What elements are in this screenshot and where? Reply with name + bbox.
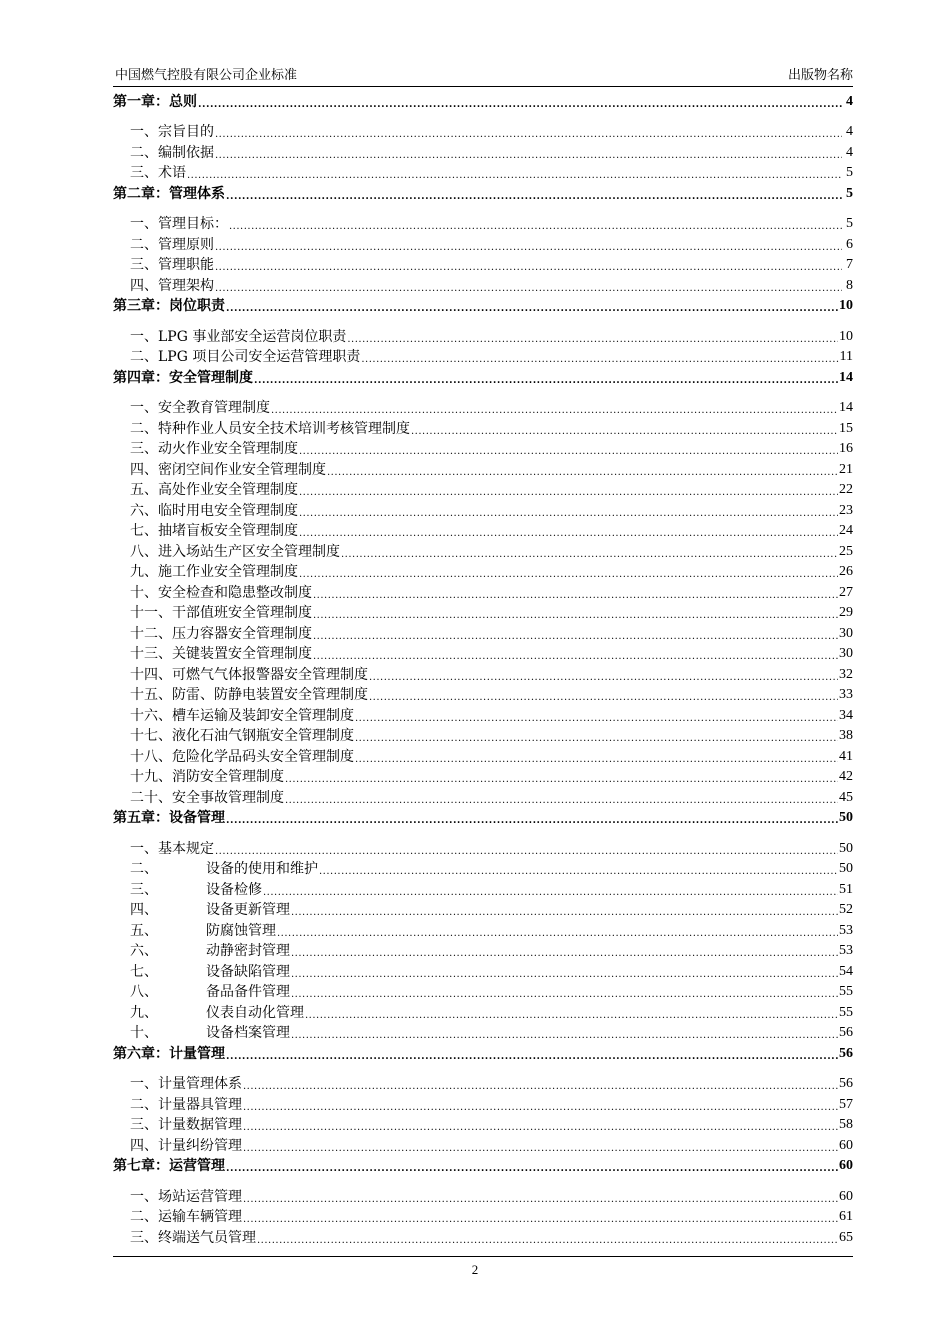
- toc-dot-leader: [299, 481, 838, 499]
- toc-dot-leader: [291, 942, 838, 960]
- toc-entry-title: [113, 881, 262, 899]
- toc-dot-leader: [369, 666, 838, 684]
- toc-page-number: 10: [839, 328, 853, 344]
- toc-section-entry[interactable]: [113, 479, 853, 500]
- toc-entry-title: 十七、液化石油气钢瓶安全管理制度: [130, 728, 354, 744]
- toc-chapter-entry[interactable]: [113, 1042, 853, 1063]
- toc-entry-title: 四、计量纠纷管理: [130, 1137, 242, 1154]
- toc-page-number: 60: [839, 1188, 853, 1204]
- toc-entry-text: 设备档案管理: [206, 1025, 290, 1041]
- table-of-contents: [113, 90, 853, 1247]
- toc-page-number: 30: [839, 646, 853, 661]
- toc-entry-number: 五、: [130, 922, 158, 939]
- toc-entry-number: 四、: [130, 902, 158, 918]
- toc-entry-number: 二、: [130, 861, 158, 877]
- toc-page-number: 7: [846, 257, 853, 272]
- toc-dot-leader: [369, 686, 838, 704]
- toc-page-number: 5: [846, 216, 853, 231]
- toc-entry-title: 六、临时用电安全管理制度: [130, 502, 298, 519]
- toc-section-entry[interactable]: [113, 878, 853, 899]
- toc-page-number: 51: [839, 881, 853, 897]
- toc-entry-title: 十一、干部值班安全管理制度: [130, 605, 312, 621]
- toc-chapter-entry[interactable]: [113, 90, 853, 111]
- toc-dot-leader: [411, 420, 838, 438]
- toc-page-number: 60: [839, 1158, 853, 1173]
- toc-section-entry[interactable]: [113, 438, 853, 459]
- toc-entry-title: [113, 922, 276, 940]
- toc-page-number: 38: [839, 728, 853, 743]
- toc-chapter-title: 第三章：岗位职责: [113, 298, 225, 314]
- toc-section-entry[interactable]: [113, 940, 853, 961]
- toc-entry-title: 十九、消防安全管理制度: [130, 769, 284, 785]
- toc-page-number: 4: [846, 93, 853, 109]
- toc-dot-leader: [277, 922, 838, 940]
- toc-entry-text: 设备缺陷管理: [206, 963, 290, 980]
- toc-page-number: 50: [839, 810, 853, 825]
- toc-dot-leader: [327, 461, 838, 479]
- toc-page-number: 61: [839, 1209, 853, 1224]
- toc-page-number: 14: [839, 369, 853, 385]
- toc-section-entry[interactable]: [113, 1001, 853, 1022]
- toc-entry-title: 二、LPG 项目公司安全运营管理职责: [130, 349, 361, 365]
- toc-dot-leader: [243, 1188, 838, 1206]
- toc-section-entry[interactable]: [113, 1093, 853, 1114]
- toc-section-entry[interactable]: [113, 766, 853, 787]
- toc-page-number: 34: [839, 707, 853, 723]
- toc-entry-title: 一、计量管理体系: [130, 1076, 242, 1092]
- toc-section-entry[interactable]: [113, 121, 853, 142]
- toc-dot-leader: [313, 625, 838, 643]
- toc-entry-title: 十六、槽车运输及装卸安全管理制度: [130, 707, 354, 724]
- toc-dot-leader: [243, 1116, 838, 1134]
- toc-entry-title: 十二、压力容器安全管理制度: [130, 625, 312, 642]
- toc-dot-leader: [299, 440, 838, 458]
- toc-page-number: 45: [839, 789, 853, 805]
- toc-entry-title: 十五、防雷、防静电装置安全管理制度: [130, 687, 368, 703]
- toc-dot-leader: [226, 297, 838, 315]
- toc-section-entry[interactable]: [113, 520, 853, 541]
- toc-dot-leader: [299, 502, 838, 520]
- toc-section-entry[interactable]: [113, 561, 853, 582]
- toc-entry-title: 一、基本规定: [130, 840, 214, 857]
- toc-page-number: 41: [839, 748, 853, 764]
- toc-chapter-entry[interactable]: [113, 366, 853, 387]
- toc-entry-number: 三、: [130, 881, 158, 898]
- toc-dot-leader: [305, 1004, 838, 1022]
- toc-entry-text: 设备更新管理: [206, 902, 290, 918]
- toc-section-entry[interactable]: [113, 458, 853, 479]
- toc-entry-title: [113, 901, 290, 919]
- toc-section-entry[interactable]: [113, 1134, 853, 1155]
- toc-section-entry[interactable]: [113, 1073, 853, 1094]
- toc-entry-title: 一、宗旨目的: [130, 124, 214, 140]
- toc-page-number: 56: [839, 1045, 853, 1061]
- toc-section-entry[interactable]: [113, 1022, 853, 1043]
- toc-entry-number: 九、: [130, 1004, 158, 1021]
- toc-section-entry[interactable]: [113, 213, 853, 234]
- toc-page-number: 14: [839, 400, 853, 415]
- toc-dot-leader: [313, 645, 838, 663]
- toc-page-number: 53: [839, 922, 853, 938]
- toc-section-entry[interactable]: [113, 346, 853, 367]
- toc-page-number: 56: [839, 1025, 853, 1040]
- toc-entry-title: 一、安全教育管理制度: [130, 400, 270, 416]
- toc-chapter-entry[interactable]: [113, 295, 853, 316]
- toc-dot-leader: [341, 543, 838, 561]
- toc-page-number: 57: [839, 1096, 853, 1112]
- toc-entry-title: 二、运输车辆管理: [130, 1209, 242, 1225]
- header-company-standard: 中国燃气控股有限公司企业标准: [115, 68, 298, 83]
- toc-entry-title: 十四、可燃气气体报警器安全管理制度: [130, 666, 368, 683]
- toc-entry-text: 动静密封管理: [206, 943, 290, 959]
- toc-dot-leader: [361, 348, 838, 366]
- toc-section-entry[interactable]: [113, 540, 853, 561]
- toc-dot-leader: [187, 164, 842, 182]
- toc-page-number: 55: [839, 984, 853, 999]
- toc-entry-title: 九、施工作业安全管理制度: [130, 564, 298, 580]
- toc-entry-title: 四、管理架构: [130, 277, 214, 294]
- toc-page-number: 52: [839, 902, 853, 917]
- toc-section-entry[interactable]: [113, 663, 853, 684]
- toc-page-number: 55: [839, 1004, 853, 1020]
- toc-page-number: 11: [839, 349, 853, 364]
- toc-entry-title: [113, 860, 318, 878]
- toc-page-number: 16: [839, 441, 853, 456]
- toc-entry-title: 十八、危险化学品码头安全管理制度: [130, 748, 354, 765]
- toc-dot-leader: [291, 1024, 838, 1042]
- toc-entry-title: 一、管理目标：: [130, 216, 228, 232]
- toc-dot-leader: [226, 1157, 838, 1175]
- toc-dot-leader: [215, 256, 842, 274]
- toc-page-number: 10: [839, 298, 853, 313]
- toc-entry-number: 十、: [130, 1025, 158, 1041]
- toc-page-number: 6: [846, 236, 853, 252]
- toc-dot-leader: [291, 901, 838, 919]
- toc-page-number: 23: [839, 502, 853, 518]
- toc-dot-leader: [215, 277, 842, 295]
- toc-page-number: 4: [846, 144, 853, 160]
- toc-page-number: 65: [839, 1229, 853, 1245]
- toc-dot-leader: [347, 328, 838, 346]
- toc-dot-leader: [313, 604, 838, 622]
- header-publication-name: 出版物名称: [787, 68, 853, 83]
- toc-page-number: 4: [846, 124, 853, 139]
- toc-section-entry[interactable]: [113, 499, 853, 520]
- toc-page-number: 42: [839, 769, 853, 784]
- toc-dot-leader: [355, 707, 838, 725]
- toc-section-entry[interactable]: [113, 254, 853, 275]
- toc-page-number: 30: [839, 625, 853, 641]
- toc-entry-text: 备品备件管理: [206, 984, 290, 1000]
- toc-section-entry[interactable]: [113, 397, 853, 418]
- toc-page-number: 50: [839, 861, 853, 876]
- toc-dot-leader: [299, 522, 838, 540]
- toc-dot-leader: [263, 881, 838, 899]
- toc-dot-leader: [254, 369, 838, 387]
- toc-entry-number: 六、: [130, 943, 158, 959]
- toc-entry-title: 三、术语: [130, 165, 186, 181]
- toc-entry-title: 四、密闭空间作业安全管理制度: [130, 461, 326, 478]
- toc-chapter-title: 第六章：计量管理: [113, 1045, 225, 1062]
- toc-entry-title: 二十、安全事故管理制度: [130, 789, 284, 806]
- toc-section-entry[interactable]: [113, 1226, 853, 1247]
- toc-section-entry[interactable]: [113, 684, 853, 705]
- toc-page-number: 33: [839, 687, 853, 702]
- toc-dot-leader: [291, 963, 838, 981]
- toc-page-number: 8: [846, 277, 853, 293]
- toc-section-entry[interactable]: [113, 704, 853, 725]
- toc-section-entry[interactable]: [113, 325, 853, 346]
- toc-page-number: 27: [839, 584, 853, 600]
- toc-entry-title: [113, 963, 290, 981]
- toc-chapter-entry[interactable]: [113, 182, 853, 203]
- toc-page-number: 21: [839, 461, 853, 477]
- toc-page-number: 15: [839, 420, 853, 436]
- toc-page-number: 29: [839, 605, 853, 620]
- footer-divider: [113, 1256, 853, 1257]
- toc-page-number: 58: [839, 1117, 853, 1132]
- toc-dot-leader: [271, 399, 838, 417]
- toc-page-number: 24: [839, 523, 853, 538]
- toc-entry-title: 二、特种作业人员安全技术培训考核管理制度: [130, 420, 410, 437]
- toc-section-entry[interactable]: [113, 274, 853, 295]
- toc-entry-title: 三、终端送气员管理: [130, 1229, 256, 1246]
- toc-section-entry[interactable]: [113, 960, 853, 981]
- toc-chapter-entry[interactable]: [113, 807, 853, 828]
- toc-dot-leader: [226, 809, 838, 827]
- toc-dot-leader: [291, 983, 838, 1001]
- toc-entry-title: 三、管理职能: [130, 257, 214, 273]
- toc-section-entry[interactable]: [113, 417, 853, 438]
- toc-page-number: 60: [839, 1137, 853, 1153]
- toc-section-entry[interactable]: [113, 837, 853, 858]
- toc-section-entry[interactable]: [113, 899, 853, 920]
- toc-dot-leader: [215, 144, 842, 162]
- toc-page-number: 5: [846, 165, 853, 180]
- toc-dot-leader: [319, 860, 838, 878]
- page-number: 2: [471, 1262, 479, 1277]
- toc-dot-leader: [355, 727, 838, 745]
- toc-chapter-title: 第五章：设备管理: [113, 810, 225, 826]
- toc-entry-title: 二、管理原则: [130, 236, 214, 253]
- toc-dot-leader: [226, 185, 842, 203]
- toc-dot-leader: [299, 563, 838, 581]
- toc-entry-title: 三、计量数据管理: [130, 1117, 242, 1133]
- toc-entry-text: 仪表自动化管理: [206, 1004, 304, 1021]
- toc-section-entry[interactable]: [113, 1185, 853, 1206]
- toc-section-entry[interactable]: [113, 1114, 853, 1135]
- toc-dot-leader: [257, 1229, 838, 1247]
- toc-entry-title: 二、计量器具管理: [130, 1096, 242, 1113]
- toc-entry-title: [113, 983, 290, 1001]
- toc-entry-number: 八、: [130, 984, 158, 1000]
- toc-chapter-title: 第四章：安全管理制度: [113, 369, 253, 386]
- toc-entry-text: 设备检修: [206, 881, 262, 898]
- toc-section-entry[interactable]: [113, 786, 853, 807]
- toc-page-number: 32: [839, 666, 853, 682]
- toc-entry-title: 一、场站运营管理: [130, 1188, 242, 1205]
- toc-section-entry[interactable]: [113, 581, 853, 602]
- toc-section-entry[interactable]: [113, 745, 853, 766]
- toc-section-entry[interactable]: [113, 602, 853, 623]
- toc-entry-text: 设备的使用和维护: [206, 861, 318, 877]
- toc-page-number: 50: [839, 840, 853, 856]
- toc-chapter-title: 第二章：管理体系: [113, 185, 225, 202]
- toc-section-entry[interactable]: [113, 643, 853, 664]
- toc-entry-title: 七、抽堵盲板安全管理制度: [130, 523, 298, 539]
- toc-entry-title: 二、编制依据: [130, 144, 214, 161]
- toc-dot-leader: [243, 1075, 838, 1093]
- toc-section-entry[interactable]: [113, 981, 853, 1002]
- toc-page-number: 22: [839, 482, 853, 497]
- toc-dot-leader: [198, 93, 842, 111]
- toc-entry-number: 七、: [130, 963, 158, 980]
- toc-section-entry[interactable]: [113, 858, 853, 879]
- toc-entry-title: 十三、关键装置安全管理制度: [130, 646, 312, 662]
- toc-dot-leader: [313, 584, 838, 602]
- toc-section-entry[interactable]: [113, 919, 853, 940]
- toc-dot-leader: [229, 215, 842, 233]
- toc-dot-leader: [243, 1137, 838, 1155]
- toc-page-number: 26: [839, 564, 853, 579]
- toc-entry-title: 五、高处作业安全管理制度: [130, 482, 298, 498]
- toc-page-number: 25: [839, 543, 853, 559]
- toc-dot-leader: [226, 1045, 838, 1063]
- toc-chapter-title: 第七章：运营管理: [113, 1158, 225, 1174]
- toc-dot-leader: [215, 236, 842, 254]
- toc-entry-title: 十、安全检查和隐患整改制度: [130, 584, 312, 601]
- toc-section-entry[interactable]: [113, 162, 853, 183]
- toc-section-entry[interactable]: [113, 622, 853, 643]
- toc-dot-leader: [243, 1096, 838, 1114]
- toc-dot-leader: [243, 1208, 838, 1226]
- toc-entry-title: 一、LPG 事业部安全运营岗位职责: [130, 328, 347, 345]
- toc-section-entry[interactable]: [113, 141, 853, 162]
- toc-dot-leader: [215, 840, 838, 858]
- page-header: [113, 66, 853, 87]
- toc-page-number: 5: [846, 185, 853, 201]
- toc-section-entry[interactable]: [113, 725, 853, 746]
- toc-chapter-entry[interactable]: [113, 1155, 853, 1176]
- toc-page-number: 56: [839, 1076, 853, 1091]
- toc-page-number: 54: [839, 963, 853, 979]
- toc-entry-title: [113, 942, 290, 960]
- toc-section-entry[interactable]: [113, 1206, 853, 1227]
- toc-entry-title: 八、进入场站生产区安全管理制度: [130, 543, 340, 560]
- toc-entry-title: 三、动火作业安全管理制度: [130, 441, 298, 457]
- toc-dot-leader: [215, 123, 842, 141]
- toc-chapter-title: 第一章：总则: [113, 93, 197, 110]
- toc-dot-leader: [285, 768, 838, 786]
- toc-entry-title: [113, 1024, 290, 1042]
- toc-section-entry[interactable]: [113, 233, 853, 254]
- toc-dot-leader: [285, 789, 838, 807]
- toc-entry-text: 防腐蚀管理: [206, 922, 276, 939]
- toc-page-number: 53: [839, 943, 853, 958]
- toc-entry-title: [113, 1004, 304, 1022]
- toc-dot-leader: [355, 748, 838, 766]
